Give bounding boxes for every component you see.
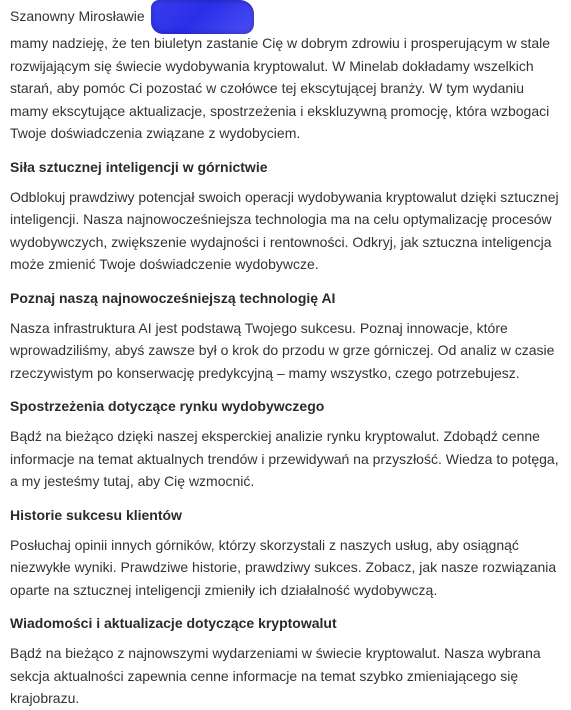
section-heading: Wiadomości i aktualizacje dotyczące kryptowalut — [10, 615, 337, 631]
section-heading: Poznaj naszą najnowocześniejszą technologię AI — [10, 289, 336, 306]
greeting-line — [10, 0, 566, 30]
section-heading: Spostrzeżenia dotyczące rynku wydobywczego — [10, 398, 325, 414]
section-body: Odblokuj prawdziwy potencjał swoich operacji wydobywania kryptowalut dzięki sztucznej inteligencji. Nasza najnowocześniejsza technologia ma na celu optymalizację procesów wydobywczych, zwiększenie wydajności i rentowności. Odkryj, jak sztuczna inteligencja może zmienić Twoje doświadczenie wydobywcze. — [10, 188, 559, 272]
section-heading: Historie sukcesu klientów — [10, 506, 182, 523]
section-body: Bądź na bieżąco z najnowszymi wydarzeniami w świecie kryptowalut. Nasza wybrana sekcja aktualności zapewnia cenne informacje na temat szybko zmieniającego się krajobrazu. — [10, 645, 541, 706]
section-ai-technology — [10, 288, 566, 385]
section-heading: Siła sztucznej inteligencji w górnictwie — [10, 158, 268, 175]
section-body: Posłuchaj opinii innych górników, którzy skorzystali z naszych usług, aby osiągnąć niezwykłe wyniki. Prawdziwe historie, prawdziwy sukces. Zobacz, jak nasze rozwiązania oparte na sztucznej inteligencji zmieniły ich działalność wydobywczą. — [10, 536, 557, 598]
greeting-text: Szanowny Mirosławie — [10, 8, 145, 24]
section-market-insights — [10, 396, 566, 493]
section-customer-stories — [10, 505, 566, 602]
section-body: Nasza infrastruktura AI jest podstawą Twojego sukcesu. Poznaj innowacje, które wprowadziliśmy, abyś zawsze był o krok do przodu w grze górniczej. Od analiz w czasie rzeczywistym po konserwację predykcyjną – mamy wszystko, czego potrzebujesz. — [10, 319, 555, 381]
intro-paragraph: mamy nadzieję, że ten biuletyn zastanie Cię w dobrym zdrowiu i prosperującym w stale rozwijającym się świecie wydobywania kryptowalut. W Minelab dokładamy wszelkich starań, aby pomóc Ci pozostać w czołówce tej ekscytującej branży. W tym wydaniu mamy ekscytujące aktualizacje, spostrzeżenia i ekskluzywną promocję, która wzbogaci Twoje doświadczenia związane z wydobyciem. — [10, 35, 551, 141]
section-ai-mining — [10, 157, 566, 276]
redaction-scribble — [151, 0, 254, 34]
newsletter-body — [10, 0, 566, 710]
section-body: Bądź na bieżąco dzięki naszej eksperckiej analizie rynku kryptowalut. Zdobądź cenne informacje na temat aktualnych trendów i przewidywań na przyszłość. Wiedza to potęga, a my jesteśmy tutaj, aby Cię wzmocnić. — [10, 428, 559, 489]
section-crypto-news — [10, 613, 566, 710]
